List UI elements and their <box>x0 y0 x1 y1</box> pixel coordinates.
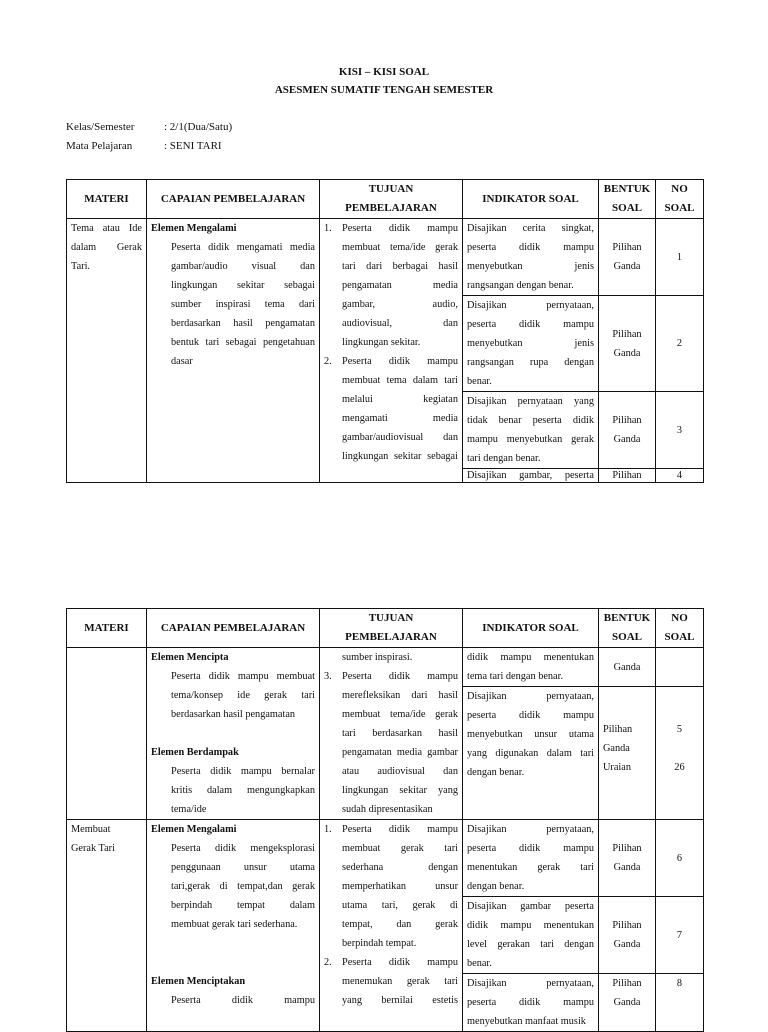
indikator-cell: didik mampu menentukan tema tari dengan benar. <box>463 648 599 687</box>
mapel-label: Mata Pelajaran <box>66 140 133 152</box>
indikator-cell: Disajikan pernyataan, peserta didik mampu menyebutkan jenis rangsangan rupa dengan benar. <box>463 296 599 392</box>
col-capaian: CAPAIAN PEMBELAJARAN <box>147 609 320 648</box>
table-row <box>67 219 704 296</box>
col-materi: MATERI <box>67 609 147 648</box>
indikator-cell: Disajikan pernyataan, peserta didik mampu menentukan gerak tari dengan benar. <box>463 820 599 897</box>
elemen-heading: Elemen Berdampak <box>151 747 239 758</box>
bentuk-cell: Pilihan Ganda <box>599 820 656 897</box>
col-materi: MATERI <box>67 180 147 219</box>
table-header-row <box>67 609 704 648</box>
no-cell: 1 <box>656 219 704 296</box>
no-cell: 5 26 <box>656 687 704 820</box>
elemen-heading: Elemen Menciptakan <box>151 976 246 987</box>
col-indikator: INDIKATOR SOAL <box>463 180 599 219</box>
capaian-cell: Elemen Mengalami Peserta didik mengamati media gambar/audio visual dan lingkungan sekitar sebagai sumber inspirasi tema dari berdasarkan hasil pengamatan bentuk tari sebagai pengetahuan dasar <box>147 219 320 483</box>
elemen-heading: Elemen Mengalami <box>151 824 237 835</box>
no-cell <box>656 648 704 687</box>
doc-title: KISI – KISI SOAL <box>338 66 430 78</box>
indikator-cell: Disajikan cerita singkat, peserta didik mampu menyebutkan jenis rangsangan dengan benar. <box>463 219 599 296</box>
kisi-table-page1 <box>66 179 703 483</box>
no-cell: 4 <box>656 469 704 483</box>
kisi-table-page2 <box>66 608 703 1032</box>
table-header-row <box>67 180 704 219</box>
tujuan-cell: 1. Peserta didik mampu membuat gerak tari sederhana dengan memperhatikan unsur utama tari, gerak di tempat, dan gerak berpindah tempat. 2. Peserta didik mampu menemukan gerak tari yang bernilai estetis <box>320 820 463 1032</box>
no-cell: 6 <box>656 820 704 897</box>
tujuan-cell: 1. Peserta didik mampu membuat tema/ide gerak tari dari berbagai hasil pengamatan media gambar, audio, audiovisual, dan lingkungan sekitar. 2. Peserta didik mampu membuat tema dalam tari melalui kegiatan mengamati media gambar/audiovisual dan lingkungan sekitar sebagai <box>320 219 463 483</box>
bentuk-cell: Ganda <box>599 648 656 687</box>
materi-cell: Membuat Gerak Tari <box>67 820 147 1032</box>
no-cell: 3 <box>656 392 704 469</box>
col-bentuk: BENTUK SOAL <box>599 180 656 219</box>
indikator-cell: Disajikan pernyataan, peserta didik mampu menyebutkan unsur utama yang digunakan dalam tari dengan benar. <box>463 687 599 820</box>
no-cell: 2 <box>656 296 704 392</box>
table-row <box>67 648 704 687</box>
col-no: NO SOAL <box>656 180 704 219</box>
indikator-cell: Disajikan pernyataan yang tidak benar peserta didik mampu menyebutkan gerak tari dengan benar. <box>463 392 599 469</box>
indikator-cell: Disajikan gambar peserta didik mampu menentukan level gerakan tari dengan benar. <box>463 897 599 974</box>
col-no: NO SOAL <box>656 609 704 648</box>
kelas-label: Kelas/Semester <box>66 121 135 133</box>
elemen-heading: Elemen Mencipta <box>151 652 229 663</box>
indikator-cell: Disajikan pernyataan, peserta didik mampu menyebutkan manfaat musik <box>463 974 599 1032</box>
bentuk-cell: Pilihan Ganda Uraian <box>599 687 656 820</box>
kelas-value: : 2/1(Dua/Satu) <box>164 121 233 133</box>
capaian-cell: Elemen Mencipta Peserta didik mampu membuat tema/konsep ide gerak tari berdasarkan hasil pengamatan Elemen Berdampak Peserta didik mampu bernalar kritis dalam mengungkapkan tema/ide <box>147 648 320 820</box>
capaian-cell: Elemen Mengalami Peserta didik mengeksplorasi penggunaan unsur utama tari,gerak di tempat,dan gerak berpindah tempat dalam membuat gerak tari sederhana. Elemen Menciptakan Peserta didik mampu <box>147 820 320 1032</box>
table-row <box>67 820 704 897</box>
col-bentuk: BENTUK SOAL <box>599 609 656 648</box>
bentuk-cell: Pilihan Ganda <box>599 974 656 1032</box>
tujuan-cell: sumber inspirasi. 3. Peserta didik mampu merefleksikan dari hasil membuat tema/ide gerak tari berdasarkan hasil pengamatan media gambar atau audiovisual dan lingkungan sekitar yang sudah dipresentasikan <box>320 648 463 820</box>
bentuk-cell: Pilihan Ganda <box>599 219 656 296</box>
elemen-heading: Elemen Mengalami <box>151 223 237 234</box>
col-indikator: INDIKATOR SOAL <box>463 609 599 648</box>
col-capaian: CAPAIAN PEMBELAJARAN <box>147 180 320 219</box>
bentuk-cell: Pilihan Ganda <box>599 392 656 469</box>
bentuk-cell: Pilihan Ganda <box>599 897 656 974</box>
col-tujuan: TUJUAN PEMBELAJARAN <box>320 180 463 219</box>
materi-cell <box>67 648 147 820</box>
bentuk-cell: Pilihan <box>599 469 656 483</box>
col-tujuan: TUJUAN PEMBELAJARAN <box>320 609 463 648</box>
indikator-cell: Disajikan gambar, peserta <box>463 469 599 483</box>
mapel-value: : SENI TARI <box>164 140 222 152</box>
bentuk-cell: Pilihan Ganda <box>599 296 656 392</box>
materi-cell: Tema atau Ide dalam Gerak Tari. <box>67 219 147 483</box>
no-cell: 8 <box>656 974 704 1032</box>
doc-subtitle: ASESMEN SUMATIF TENGAH SEMESTER <box>274 84 494 96</box>
no-cell: 7 <box>656 897 704 974</box>
